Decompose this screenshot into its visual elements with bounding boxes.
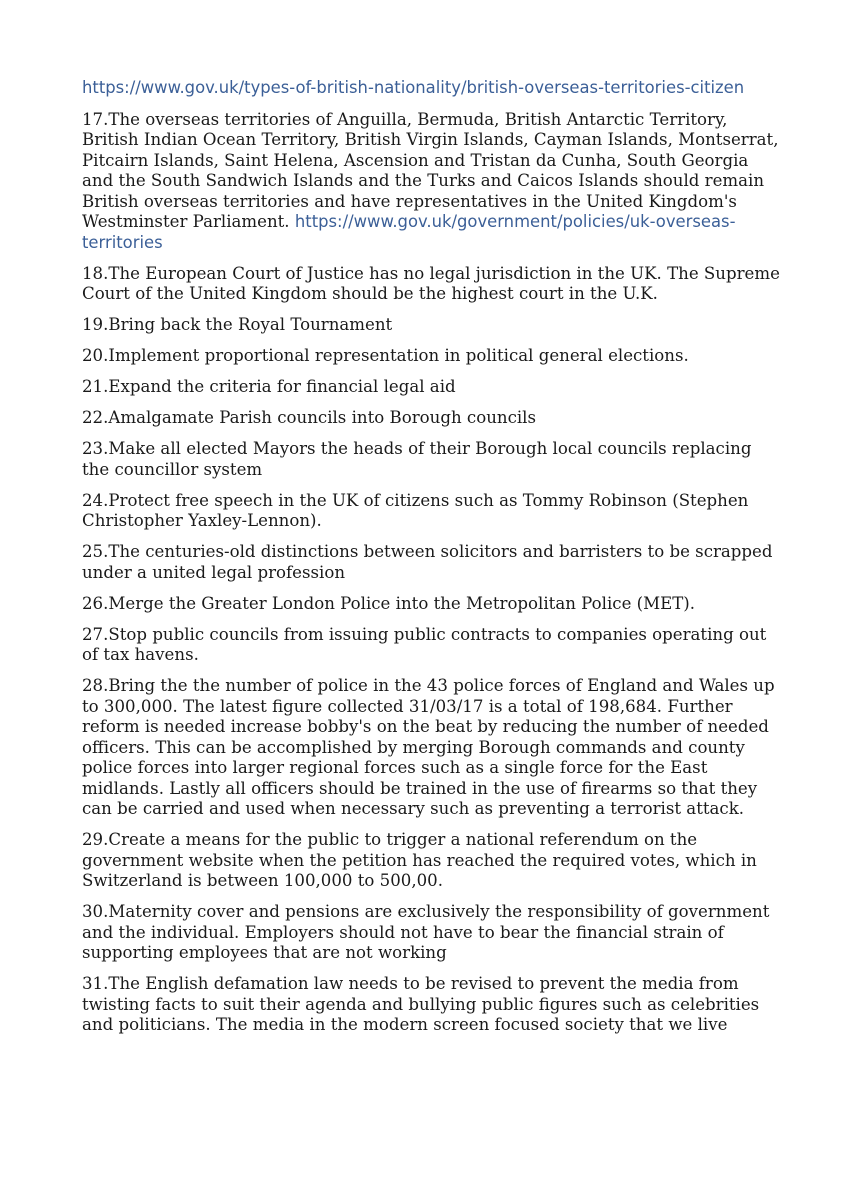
item-22: 22.Amalgamate Parish councils into Borough councils — [82, 408, 536, 427]
item-24: 24.Protect free speech in the UK of citizens such as Tommy Robinson (Stephen Christopher Yaxley-Lennon). — [82, 490, 749, 530]
document-page — [82, 78, 782, 1046]
item-17 — [82, 110, 782, 254]
item-28: 28.Bring the the number of police in the 43 police forces of England and Wales up to 300,000. The latest figure collected 31/03/17 is a total of 198,684. Further reform is needed increase bobby's on the beat by reducing the number of needed officers. This can be accomplished by merging Borough commands and county police forces into larger regional forces such as a single force for the East midlands. Lastly all officers should be trained in the use of firearms so that they can be carried and used when necessary such as preventing a terrorist attack. — [82, 676, 775, 818]
top-link-paragraph — [82, 78, 782, 99]
item-31: 31.The English defamation law needs to be revised to prevent the media from twisting facts to suit their agenda and bullying public figures such as celebrities and politicians. The media in the modern screen focused society that we live — [82, 974, 760, 1034]
item-17-text: 17.The overseas territories of Anguilla, Bermuda, British Antarctic Territory, British Indian Ocean Territory, British Virgin Islands, Cayman Islands, Montserrat, Pitcairn Islands, Saint Helena, Ascension and Tristan da Cunha, South Georgia and the South Sandwich Islands and the Turks and Caicos Islands should remain British overseas territories and have representatives in the United Kingdom's Westminster Parliament. — [82, 109, 779, 231]
item-20: 20.Implement proportional representation in political general elections. — [82, 346, 689, 365]
item-27: 27.Stop public councils from issuing public contracts to companies operating out of tax havens. — [82, 624, 767, 664]
item-19: 19.Bring back the Royal Tournament — [82, 315, 393, 334]
item-30: 30.Maternity cover and pensions are exclusively the responsibility of government and the individual. Employers should not have to bear the financial strain of supporting employees that are not working — [82, 902, 770, 962]
overseas-territories-link[interactable]: https://www.gov.uk/government/policies/uk-overseas-territories — [82, 212, 736, 252]
item-23: 23.Make all elected Mayors the heads of their Borough local councils replacing the councillor system — [82, 439, 752, 479]
item-25: 25.The centuries-old distinctions between solicitors and barristers to be scrapped under a united legal profession — [82, 542, 773, 582]
item-21: 21.Expand the criteria for financial legal aid — [82, 377, 456, 396]
item-26: 26.Merge the Greater London Police into the Metropolitan Police (MET). — [82, 593, 696, 613]
item-18: 18.The European Court of Justice has no legal jurisdiction in the UK. The Supreme Court of the United Kingdom should be the highest court in the U.K. — [82, 263, 780, 303]
nationality-link[interactable]: https://www.gov.uk/types-of-british-nationality/british-overseas-territories-citizen — [82, 78, 745, 97]
item-29: 29.Create a means for the public to trigger a national referendum on the government website when the petition has reached the required votes, which in Switzerland is between 100,000 to 500,00. — [82, 830, 757, 890]
